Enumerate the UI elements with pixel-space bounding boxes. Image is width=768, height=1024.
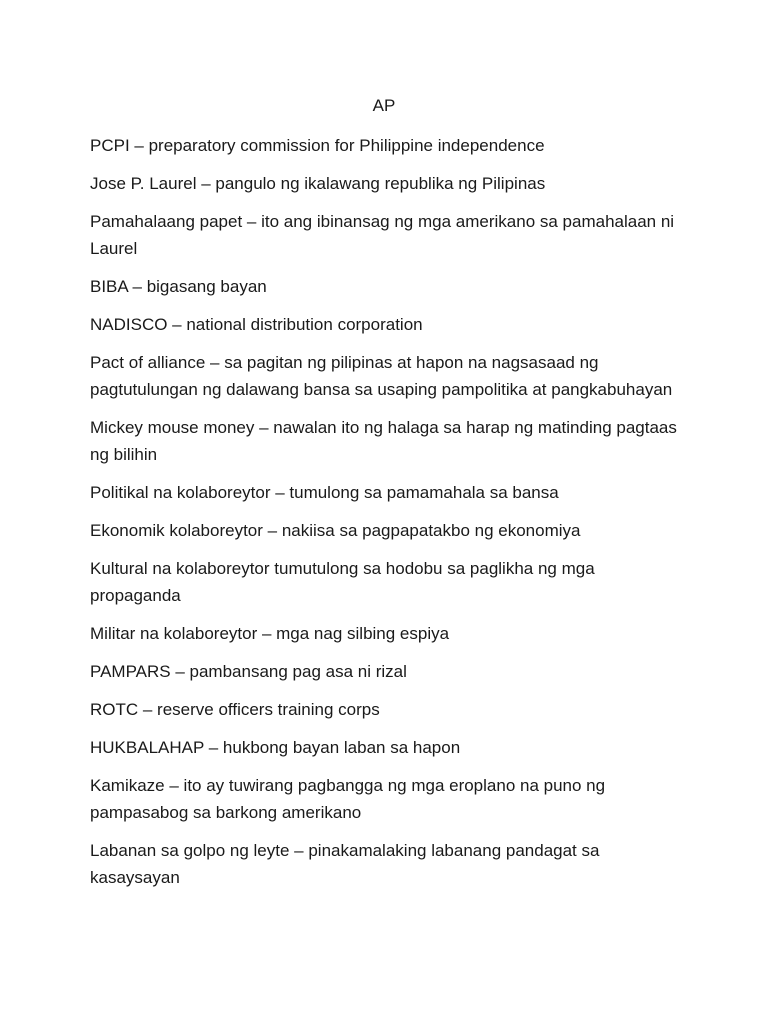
list-item: PCPI – preparatory commission for Philippine independence <box>90 136 545 155</box>
list-item: BIBA – bigasang bayan <box>90 277 267 296</box>
list-item: Jose P. Laurel – pangulo ng ikalawang republika ng Pilipinas <box>90 174 546 193</box>
list-item: Kultural na kolaboreytor tumutulong sa hodobu sa paglikha ng mga propaganda <box>90 559 595 605</box>
list-item: Ekonomik kolaboreytor – nakiisa sa pagpapatakbo ng ekonomiya <box>90 521 581 540</box>
entry-list <box>90 132 680 902</box>
list-item: Militar na kolaboreytor – mga nag silbing espiya <box>90 624 450 643</box>
list-item: Labanan sa golpo ng leyte – pinakamalaking labanang pandagat sa kasaysayan <box>90 841 600 887</box>
list-item: Politikal na kolaboreytor – tumulong sa pamamahala sa bansa <box>90 483 559 502</box>
list-item: Pamahalaang papet – ito ang ibinansag ng mga amerikano sa pamahalaan ni Laurel <box>90 212 675 258</box>
list-item: Kamikaze – ito ay tuwirang pagbangga ng mga eroplano na puno ng pampasabog sa barkong amerikano <box>90 776 606 822</box>
list-item: Pact of alliance – sa pagitan ng pilipinas at hapon na nagsasaad ng pagtutulungan ng dalawang bansa sa usaping pampolitika at pangkabuhayan <box>90 353 673 399</box>
list-item: PAMPARS – pambansang pag asa ni rizal <box>90 662 407 681</box>
list-item: Mickey mouse money – nawalan ito ng halaga sa harap ng matinding pagtaas ng bilihin <box>90 418 677 464</box>
document-title: AP <box>372 96 396 115</box>
list-item: NADISCO – national distribution corporation <box>90 315 423 334</box>
list-item: HUKBALAHAP – hukbong bayan laban sa hapon <box>90 738 461 757</box>
list-item: ROTC – reserve officers training corps <box>90 700 380 719</box>
